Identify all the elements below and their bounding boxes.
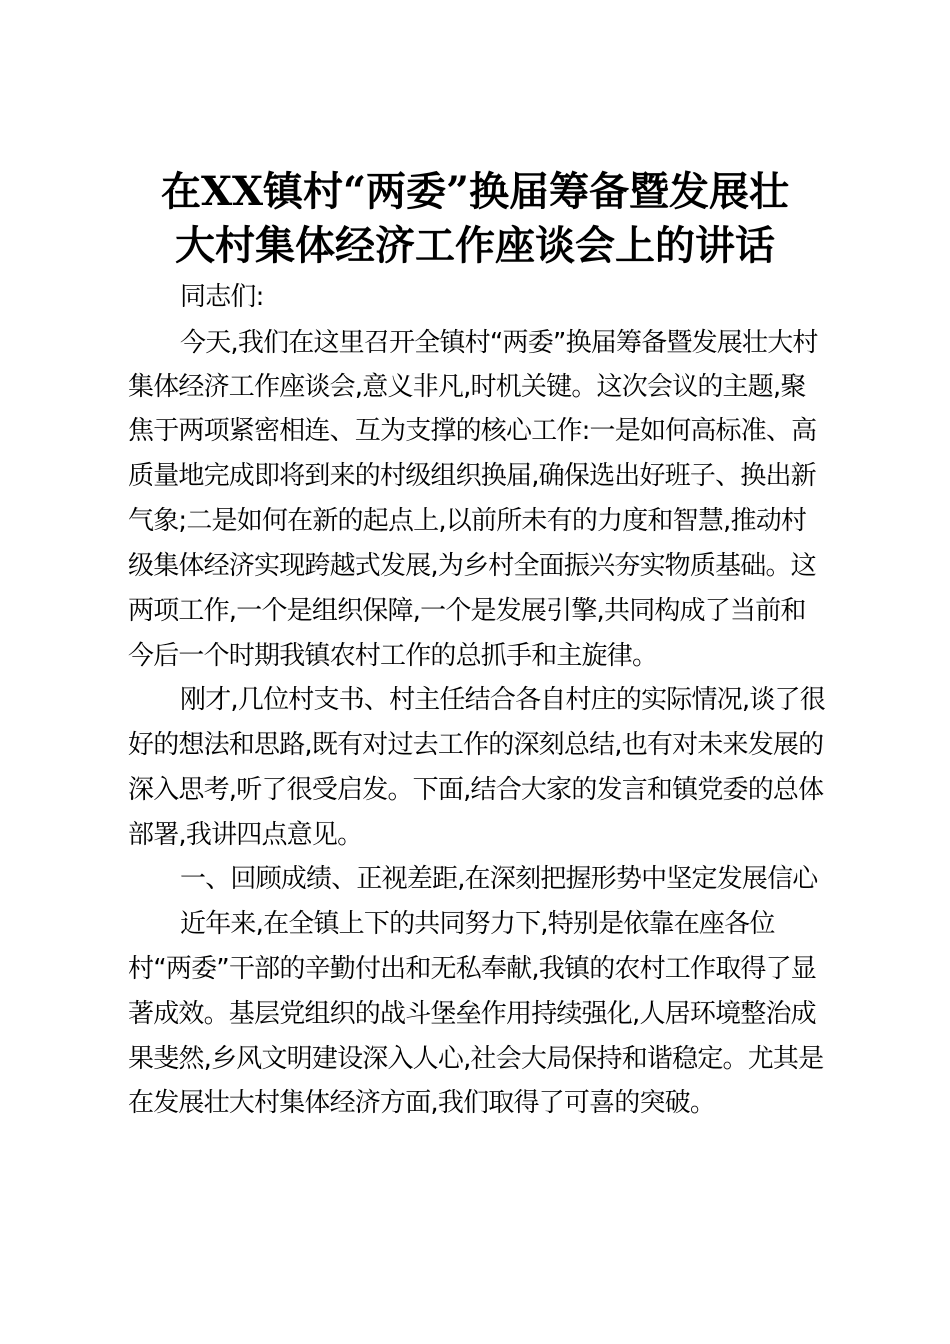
paragraph-line: 近年来,在全镇上下的共同努力下,特别是依靠在座各位 (180, 909, 775, 939)
document-title-line-1: 在XX镇村“两委”换届筹备暨发展壮 (160, 168, 790, 215)
document-title-line-2: 大村集体经济工作座谈会上的讲话 (175, 222, 775, 269)
paragraph-line: 气象;二是如何在新的起点上,以前所未有的力度和智慧,推动村 (128, 506, 807, 536)
paragraph-line: 级集体经济实现跨越式发展,为乡村全面振兴夯实物质基础。这 (128, 551, 816, 581)
paragraph-line: 村“两委”干部的辛勤付出和无私奉献,我镇的农村工作取得了显 (128, 954, 817, 984)
paragraph-line: 深入思考,听了很受启发。下面,结合大家的发言和镇党委的总体 (128, 775, 824, 805)
paragraph-line: 好的想法和思路,既有对过去工作的深刻总结,也有对未来发展的 (128, 730, 824, 760)
paragraph-line: 刚才,几位村支书、村主任结合各自村庄的实际情况,谈了很 (180, 685, 825, 715)
paragraph-line: 果斐然,乡风文明建设深入人心,社会大局保持和谐稳定。尤其是 (128, 1044, 824, 1074)
paragraph-line: 两项工作,一个是组织保障,一个是发展引擎,共同构成了当前和 (128, 596, 806, 626)
paragraph-line: 今天,我们在这里召开全镇村“两委”换届筹备暨发展壮大村 (180, 328, 818, 358)
paragraph-line: 质量地完成即将到来的村级组织换届,确保选出好班子、换出新 (128, 461, 816, 491)
paragraph-line: 集体经济工作座谈会,意义非凡,时机关键。这次会议的主题,聚 (128, 372, 806, 402)
paragraph-line: 在发展壮大村集体经济方面,我们取得了可喜的突破。 (128, 1088, 716, 1118)
paragraph-line: 部署,我讲四点意见。 (128, 820, 363, 850)
paragraph-line: 焦于两项紧密相连、互为支撑的核心工作:一是如何高标准、高 (128, 416, 817, 446)
salutation: 同志们: (180, 282, 264, 312)
section-heading: 一、回顾成绩、正视差距,在深刻把握形势中坚定发展信心 (180, 864, 818, 894)
paragraph-line: 著成效。基层党组织的战斗堡垒作用持续强化,人居环境整治成 (128, 999, 816, 1029)
paragraph-line: 今后一个时期我镇农村工作的总抓手和主旋律。 (128, 641, 658, 671)
